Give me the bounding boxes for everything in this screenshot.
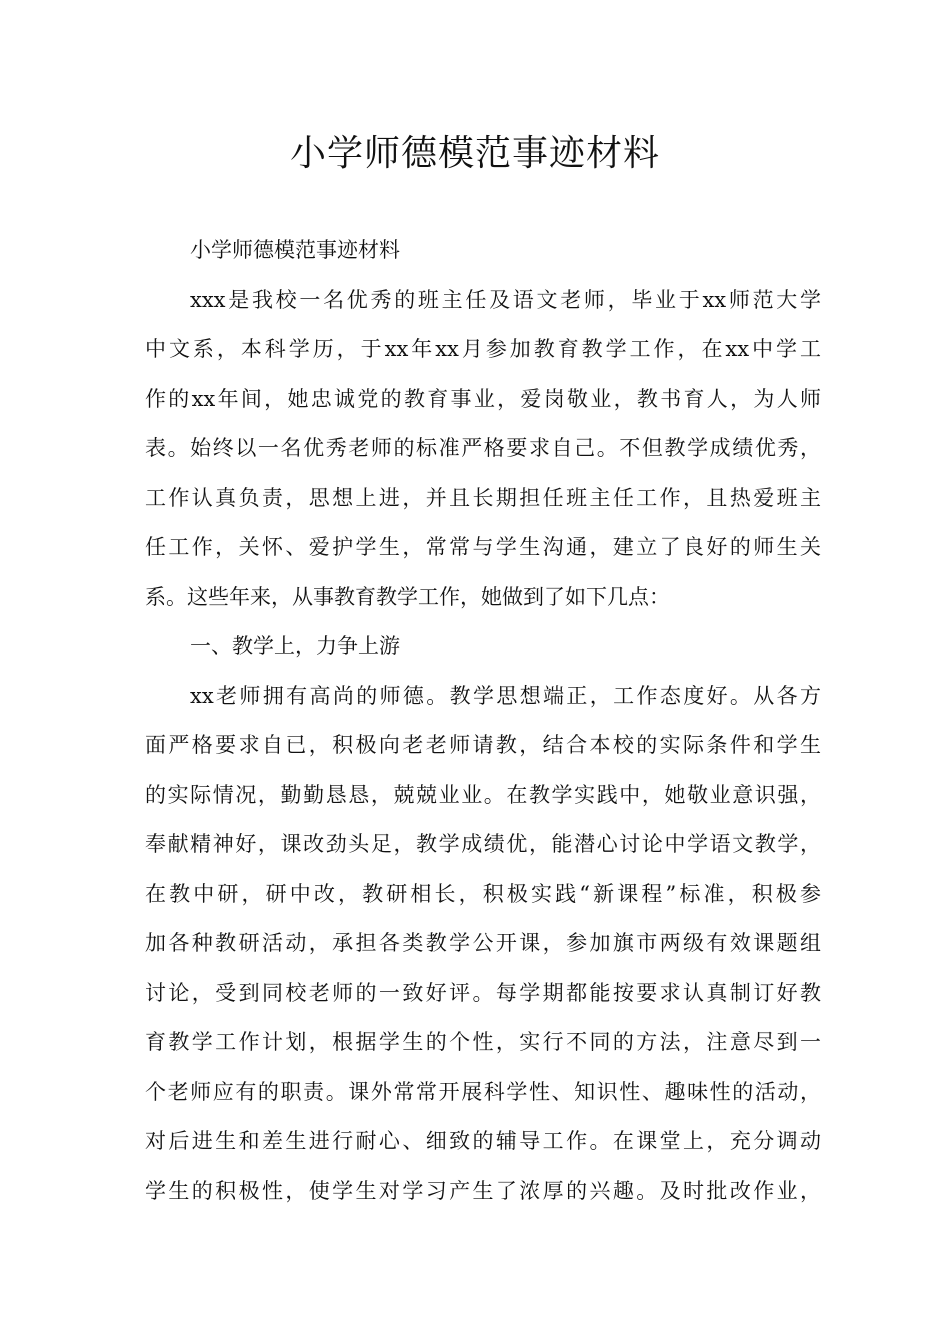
text-line: 一、教学上，力争上游 (190, 634, 400, 658)
text-line: 加各种教研活动，承担各类教学公开课，参加旗市两级有效课题组 (145, 931, 821, 955)
text-line: xx老师拥有高尚的师德。教学思想端正，工作态度好。从各方 (190, 683, 821, 708)
text-line: 表。始终以一名优秀老师的标准严格要求自己。不但教学成绩优秀， (145, 436, 821, 460)
document-title: 小学师德模范事迹材料 (289, 133, 660, 174)
text-line: 小学师德模范事迹材料 (190, 238, 400, 262)
text-line: 对后进生和差生进行耐心、细致的辅导工作。在课堂上，充分调动 (145, 1129, 821, 1153)
text-line: 任工作，关怀、爱护学生，常常与学生沟通，建立了良好的师生关 (145, 535, 821, 559)
text-line: 中文系，本科学历，于xx年xx月参加教育教学工作，在xx中学工 (145, 337, 821, 361)
text-line: 育教学工作计划，根据学生的个性，实行不同的方法，注意尽到一 (145, 1030, 821, 1054)
text-line: 系。这些年来，从事教育教学工作，她做到了如下几点： (145, 584, 670, 609)
document-body (145, 226, 821, 1216)
text-line: 个老师应有的职责。课外常常开展科学性、知识性、趣味性的活动， (145, 1079, 821, 1104)
text-line: xxx是我校一名优秀的班主任及语文老师，毕业于xx师范大学 (190, 287, 821, 312)
text-line: 在教中研，研中改，教研相长，积极实践“新课程”标准，积极参 (145, 881, 821, 906)
text-line: 的实际情况，勤勤恳恳，兢兢业业。在教学实践中，她敬业意识强， (145, 782, 821, 807)
text-line: 面严格要求自已，积极向老老师请教，结合本校的实际条件和学生 (145, 733, 821, 757)
text-line: 作的xx年间，她忠诚党的教育事业，爱岗敬业，教书育人，为人师 (145, 386, 821, 411)
text-line: 工作认真负责，思想上进，并且长期担任班主任工作，且热爱班主 (145, 485, 821, 510)
text-line: 讨论，受到同校老师的一致好评。每学期都能按要求认真制订好教 (145, 980, 821, 1005)
text-line: 学生的积极性，使学生对学习产生了浓厚的兴趣。及时批改作业， (145, 1178, 821, 1203)
text-line: 奉献精神好，课改劲头足，教学成绩优，能潜心讨论中学语文教学， (145, 832, 821, 856)
